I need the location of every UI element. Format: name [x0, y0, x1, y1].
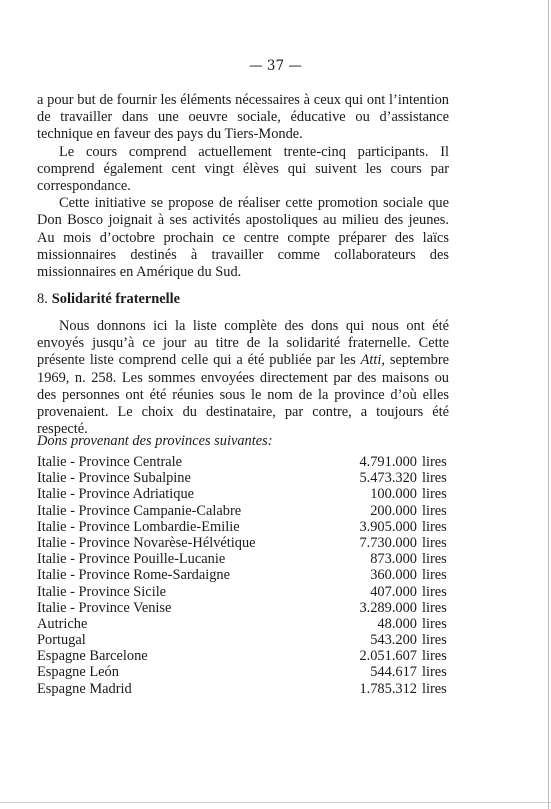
donation-unit: lires — [422, 534, 447, 551]
section-heading — [37, 291, 180, 308]
section-paragraph — [37, 318, 449, 438]
donation-amount: 48.000 — [377, 615, 417, 632]
donation-amount: 3.905.000 — [359, 518, 417, 535]
donation-label: Espagne Madrid — [37, 680, 132, 697]
donation-row — [37, 486, 449, 502]
donation-unit: lires — [422, 454, 447, 470]
donation-label: Autriche — [37, 615, 88, 632]
donation-amount: 3.289.000 — [359, 599, 417, 616]
donation-unit: lires — [422, 648, 447, 665]
donations-list — [37, 454, 449, 697]
donation-label: Italie - Province Subalpine — [37, 470, 191, 487]
section-paragraph-italic: Atti, — [360, 352, 385, 369]
intro-paragraph-3: Cette initiative se propose de réaliser cette promotion sociale que Don Bosco joignait à ses activités apostoliques au milieu des jeunes. Au mois d’octobre prochain ce centre compte préparer des laïcs missionnaires destinés à travailler comme collaborateurs des missionnaires en Amérique du Sud. — [37, 195, 449, 281]
intro-paragraph-1: a pour but de fournir les éléments nécessaires à ceux qui ont l’intention de travailler dans une oeuvre sociale, éducative ou d’assistance technique en faveur des pays du Tiers-Monde. — [37, 92, 449, 143]
section-paragraph-part-1: Nous donnons ici la liste complète des dons qui nous ont été envoyés jusqu’à ce jour au titre de la solidarité fraternelle. Cette présente liste comprend celle qui a été publiée par les — [37, 318, 449, 369]
donation-amount: 2.051.607 — [359, 648, 417, 665]
donation-label: Italie - Province Campanie-Calabre — [37, 502, 242, 519]
donation-unit: lires — [422, 599, 447, 616]
donation-label: Italie - Province Pouille-Lucanie — [37, 551, 226, 568]
section-number: 8. — [37, 291, 48, 307]
donation-row — [37, 503, 449, 519]
donation-row — [37, 567, 449, 583]
section-paragraph-part-2: septembre 1969, n. 258. Les sommes envoyées directement par des maisons ou des personnes ont été réunies sous le nom de la province d’où elles provenaient. Le choix du destinataire, par contre, a toujours été respecté. — [37, 352, 450, 438]
donation-row — [37, 454, 449, 470]
section-text — [37, 318, 449, 438]
donation-unit: lires — [422, 567, 447, 584]
donation-amount: 544.617 — [370, 664, 417, 681]
intro-text — [37, 92, 449, 281]
donation-unit: lires — [422, 680, 447, 697]
donation-row — [37, 681, 449, 697]
donation-row — [37, 616, 449, 632]
donation-amount: 5.473.320 — [359, 470, 417, 487]
donation-amount: 100.000 — [370, 486, 417, 503]
page-number: — 37 — — [249, 58, 302, 74]
donation-label: Italie - Province Venise — [37, 599, 172, 616]
donation-row — [37, 664, 449, 680]
donation-row — [37, 551, 449, 567]
section-title: Solidarité fraternelle — [51, 291, 181, 307]
donation-amount: 7.730.000 — [359, 534, 417, 551]
donation-row — [37, 470, 449, 486]
donation-unit: lires — [422, 583, 447, 600]
donation-label: Espagne León — [37, 664, 119, 681]
donation-row — [37, 584, 449, 600]
donation-row — [37, 535, 449, 551]
donation-row — [37, 519, 449, 535]
donation-unit: lires — [422, 664, 447, 681]
donation-row — [37, 648, 449, 664]
donation-unit: lires — [422, 486, 447, 503]
donation-amount: 873.000 — [370, 551, 417, 568]
donations-title: Dons provenant des provinces suivantes: — [37, 433, 273, 449]
intro-paragraph-2: Le cours comprend actuellement trente-cinq participants. Il comprend également cent vingt élèves qui suivent les cours par correspondance. — [37, 143, 449, 195]
donation-label: Italie - Province Centrale — [37, 454, 183, 470]
donation-unit: lires — [422, 470, 447, 487]
donation-unit: lires — [422, 632, 447, 649]
donation-label: Italie - Province Adriatique — [37, 486, 195, 503]
donation-amount: 543.200 — [370, 632, 417, 649]
donation-unit: lires — [422, 615, 447, 632]
donation-unit: lires — [422, 551, 447, 568]
donation-unit: lires — [422, 502, 447, 519]
donation-amount: 4.791.000 — [359, 454, 417, 470]
donation-row — [37, 600, 449, 616]
donation-label: Italie - Province Lombardie-Emilie — [37, 518, 240, 535]
donation-amount: 407.000 — [370, 583, 417, 600]
donation-label: Italie - Province Rome-Sardaigne — [37, 567, 231, 584]
donation-label: Italie - Province Novarèse-Hélvétique — [37, 534, 256, 551]
donation-label: Portugal — [37, 632, 86, 649]
donation-row — [37, 632, 449, 648]
donation-amount: 200.000 — [370, 502, 417, 519]
donation-amount: 360.000 — [370, 567, 417, 584]
donation-unit: lires — [422, 518, 447, 535]
donation-label: Italie - Province Sicile — [37, 583, 167, 600]
donation-amount: 1.785.312 — [359, 680, 417, 697]
page-bottom-rule — [0, 802, 551, 803]
donation-label: Espagne Barcelone — [37, 648, 148, 665]
page-edge — [548, 0, 549, 809]
